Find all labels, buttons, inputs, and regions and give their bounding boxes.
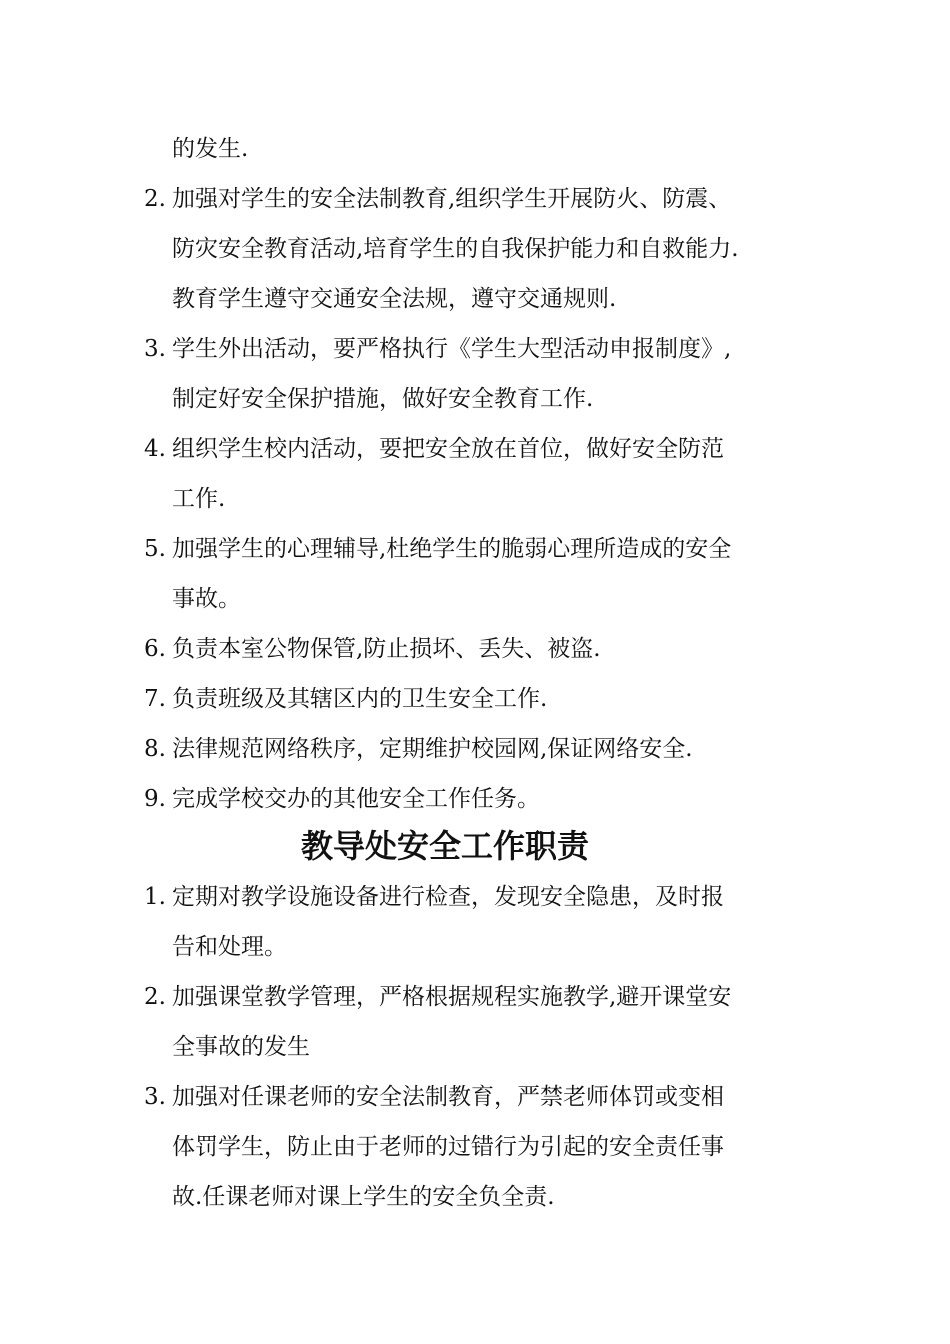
list-item-text: 工作.: [172, 486, 226, 512]
list-item-text: 体罚学生，防止由于老师的过错行为引起的安全责任事: [172, 1134, 724, 1160]
list-item-number: 2.: [144, 984, 166, 1010]
list-item-text: 防灾安全教育活动,培育学生的自我保护能力和自救能力.: [172, 236, 739, 262]
list-item-text: 完成学校交办的其他安全工作任务。: [172, 786, 540, 812]
list-item-number: 9.: [144, 786, 166, 812]
list-item-text: 负责班级及其辖区内的卫生安全工作.: [172, 686, 548, 712]
list-item-number: 3.: [144, 336, 166, 362]
list-item-text: 全事故的发生: [172, 1034, 310, 1060]
list-item-number: 4.: [144, 436, 166, 462]
list-item-text: 加强学生的心理辅导,杜绝学生的脆弱心理所造成的安全: [172, 536, 732, 562]
list-item-text: 事故。: [172, 586, 241, 612]
list-item-text: 定期对教学设施设备进行检查，发现安全隐患，及时报: [172, 884, 724, 910]
list-item-text: 法律规范网络秩序，定期维护校园网,保证网络安全.: [172, 736, 693, 762]
list-item-text: 加强对任课老师的安全法制教育，严禁老师体罚或变相: [172, 1084, 724, 1110]
list-item-number: 2.: [144, 186, 166, 212]
list-item-text: 告和处理。: [172, 934, 287, 960]
list-item-text: 组织学生校内活动，要把安全放在首位，做好安全防范: [172, 436, 724, 462]
list-item-text: 学生外出活动，要严格执行《学生大型活动申报制度》,: [172, 336, 732, 362]
list-item-text: 故.任课老师对课上学生的安全负全责.: [172, 1184, 555, 1210]
list-item-number: 1.: [144, 884, 166, 910]
list-item-text: 教育学生遵守交通安全法规，遵守交通规则.: [172, 286, 617, 312]
list-item-number: 3.: [144, 1084, 166, 1110]
list-item-number: 6.: [144, 636, 166, 662]
list-item-text: 制定好安全保护措施，做好安全教育工作.: [172, 386, 594, 412]
list-item-number: 5.: [144, 536, 166, 562]
list-item-continuation: 的发生.: [172, 136, 249, 162]
list-item-number: 8.: [144, 736, 166, 762]
list-item-text: 负责本室公物保管,防止损坏、丢失、被盗.: [172, 636, 601, 662]
list-item-number: 7.: [144, 686, 166, 712]
list-item-text: 加强对学生的安全法制教育,组织学生开展防火、防震、: [172, 186, 732, 212]
list-item-text: 加强课堂教学管理，严格根据规程实施教学,避开课堂安: [172, 984, 732, 1010]
section-title: 教导处安全工作职责: [300, 827, 589, 865]
